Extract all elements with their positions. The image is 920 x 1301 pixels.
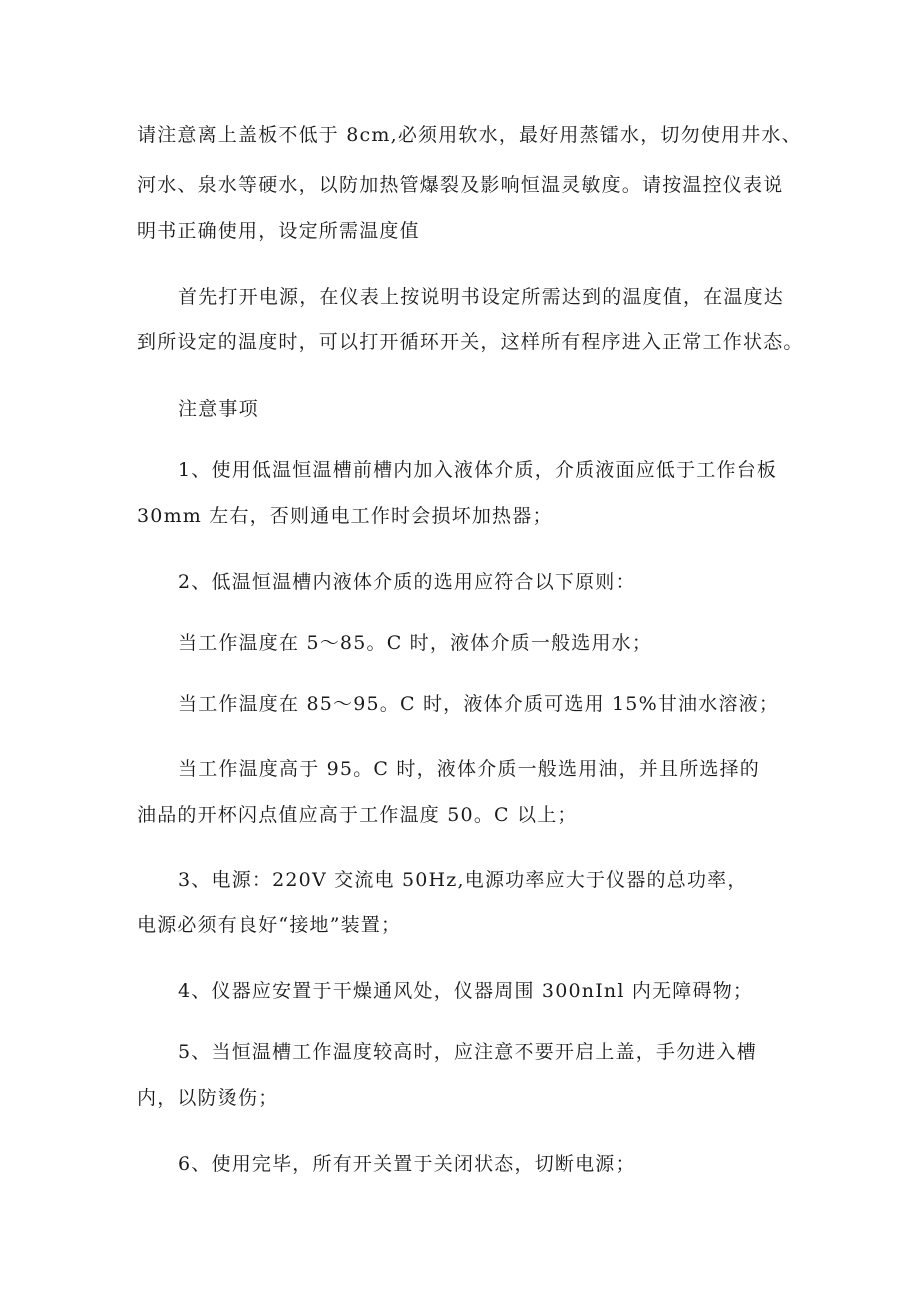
paragraph-1-line-3: 明书正确使用，设定所需温度值	[137, 220, 420, 242]
item-1-line-1: 1、使用低温恒温槽前槽内加入液体介质，介质液面应低于工作台板	[178, 459, 778, 481]
item-5-line-2: 内，以防烫伤；	[137, 1087, 279, 1109]
item-6: 6、使用完毕，所有开关置于关闭状态，切断电源；	[178, 1153, 636, 1175]
item-4: 4、仪器应安置于干燥通风处，仪器周围 300nInl 内无障碍物；	[178, 980, 754, 1002]
item-3-line-1: 3、电源：220V 交流电 50Hz,电源功率应大于仪器的总功率，	[178, 869, 748, 891]
rule-oil-line-1: 当工作温度高于 95。C 时，液体介质一般选用油，并且所选择的	[178, 758, 760, 780]
item-2: 2、低温恒温槽内液体介质的选用应符合以下原则：	[178, 571, 636, 593]
rule-water: 当工作温度在 5～85。C 时，液体介质一般选用水；	[178, 632, 653, 654]
paragraph-2-line-2: 到所设定的温度时，可以打开循环开关，这样所有程序进入正常工作状态。	[137, 331, 804, 353]
section-heading: 注意事项	[178, 398, 259, 420]
item-1-line-2: 30mm 左右，否则通电工作时会损坏加热器；	[137, 505, 553, 527]
item-5-line-1: 5、当恒温槽工作温度较高时，应注意不要开启上盖，手勿进入槽	[178, 1041, 757, 1063]
paragraph-1-line-2: 河水、泉水等硬水，以防加热管爆裂及影响恒温灵敏度。请按温控仪表说	[137, 174, 784, 196]
rule-glycerin: 当工作温度在 85～95。C 时，液体介质可选用 15%甘油水溶液；	[178, 693, 780, 715]
paragraph-2-line-1: 首先打开电源，在仪表上按说明书设定所需达到的温度值，在温度达	[178, 286, 785, 308]
paragraph-1-line-1: 请注意离上盖板不低于 8cm,必须用软水，最好用蒸镭水，切勿使用井水、	[137, 124, 802, 146]
item-3-line-2: 电源必须有良好“接地”装置；	[137, 914, 402, 936]
rule-oil-line-2: 油品的开杯闪点值应高于工作温度 50。C 以上；	[137, 804, 578, 826]
